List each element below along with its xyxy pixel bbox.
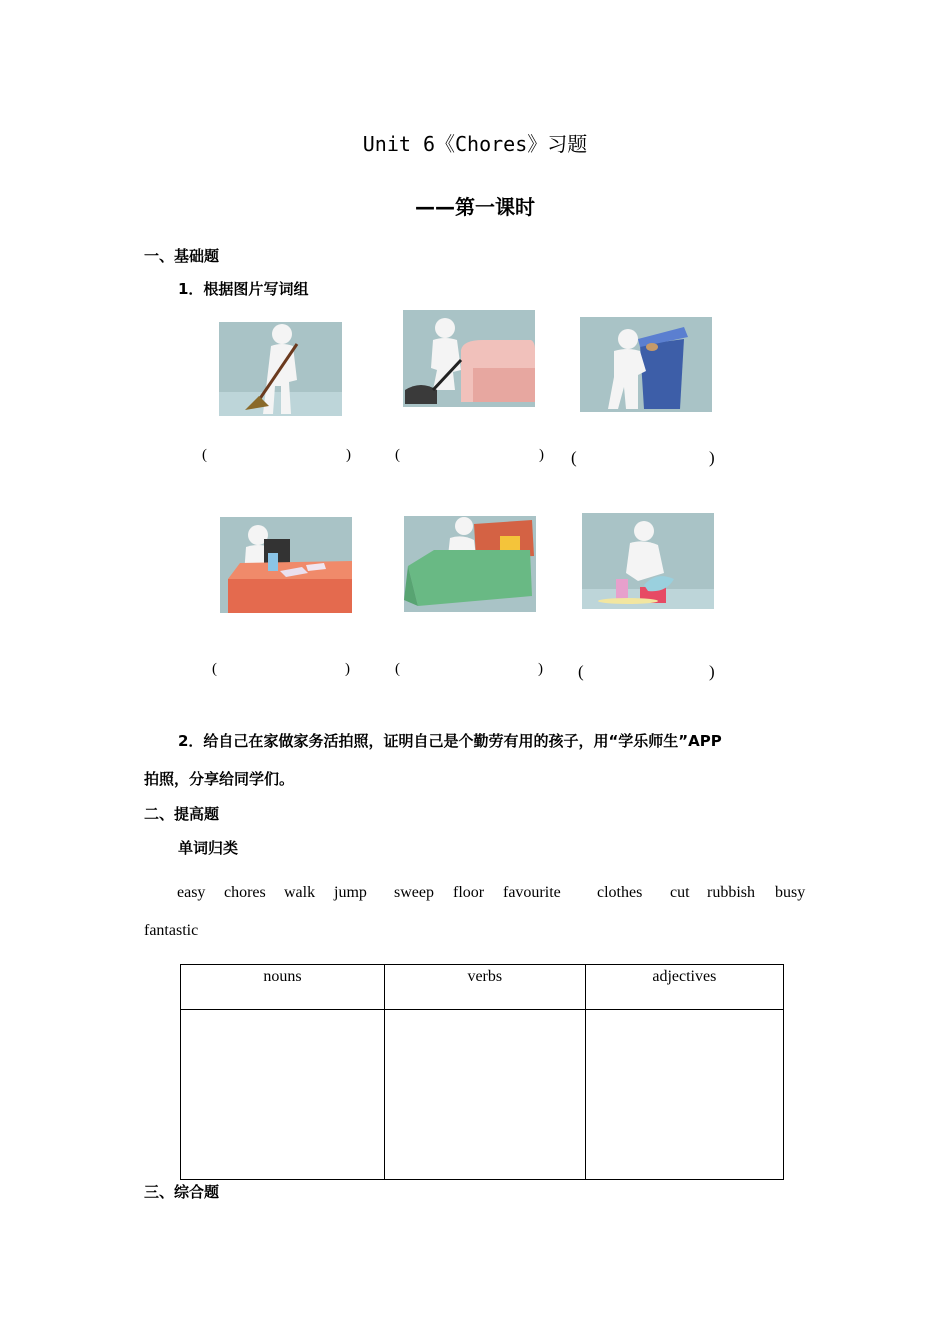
- word-item: rubbish: [707, 884, 755, 901]
- question-2-line-1: 2．给自己在家做家务活拍照，证明自己是个勤劳有用的孩子，用“学乐师生”APP: [178, 732, 722, 750]
- answer-blank-3-close: ): [709, 448, 715, 467]
- word-item: fantastic: [144, 922, 199, 939]
- word-item: busy: [775, 884, 806, 901]
- section-heading-basic: 一、基础题: [144, 247, 220, 265]
- verbs-answer-cell[interactable]: [384, 1010, 585, 1180]
- nouns-answer-cell[interactable]: [181, 1010, 385, 1180]
- answer-blank-6-open: (: [578, 662, 584, 681]
- answer-blank-5-open: (: [395, 661, 400, 677]
- word-item: favourite: [503, 884, 561, 901]
- answer-blank-1-open: (: [202, 447, 207, 463]
- word-item: walk: [284, 884, 316, 901]
- sweep-floor-picture: [219, 322, 342, 416]
- column-header-nouns: nouns: [181, 965, 385, 1010]
- answer-blank-3-open: (: [571, 448, 577, 467]
- section-heading-advanced: 二、提高题: [144, 805, 220, 823]
- answer-blank-5-close: ): [538, 661, 543, 677]
- wash-clothes-picture: [582, 513, 714, 609]
- word-item: easy: [177, 884, 206, 901]
- word-item: chores: [224, 884, 266, 901]
- tidy-desk-picture: [220, 517, 352, 613]
- vacuum-sofa-picture: [403, 310, 535, 407]
- word-item: floor: [453, 884, 485, 901]
- answer-blank-4-open: (: [212, 661, 217, 677]
- word-sort-prompt: 单词归类: [178, 839, 239, 857]
- answer-blank-2-close: ): [539, 447, 544, 463]
- answer-blank-2-open: (: [395, 447, 400, 463]
- column-header-verbs: verbs: [384, 965, 585, 1010]
- column-header-adjectives: adjectives: [585, 965, 783, 1010]
- make-bed-picture: [404, 516, 536, 612]
- page-title: Unit 6《Chores》习题: [362, 132, 588, 156]
- question-2-line-2: 拍照，分享给同学们。: [144, 770, 295, 788]
- word-item: sweep: [394, 884, 434, 901]
- word-item: clothes: [597, 884, 643, 901]
- section-heading-comprehensive: 三、综合题: [144, 1183, 220, 1201]
- answer-blank-6-close: ): [709, 662, 715, 681]
- adjectives-answer-cell[interactable]: [585, 1010, 783, 1180]
- page-subtitle: ——第一课时: [415, 195, 535, 219]
- word-item: jump: [334, 884, 367, 901]
- word-sort-table: [180, 964, 784, 1180]
- word-item: cut: [670, 884, 690, 901]
- rubbish-bin-picture: [580, 317, 712, 412]
- question-1-prompt: 1．根据图片写词组: [178, 280, 309, 298]
- answer-blank-4-close: ): [345, 661, 350, 677]
- answer-blank-1-close: ): [346, 447, 351, 463]
